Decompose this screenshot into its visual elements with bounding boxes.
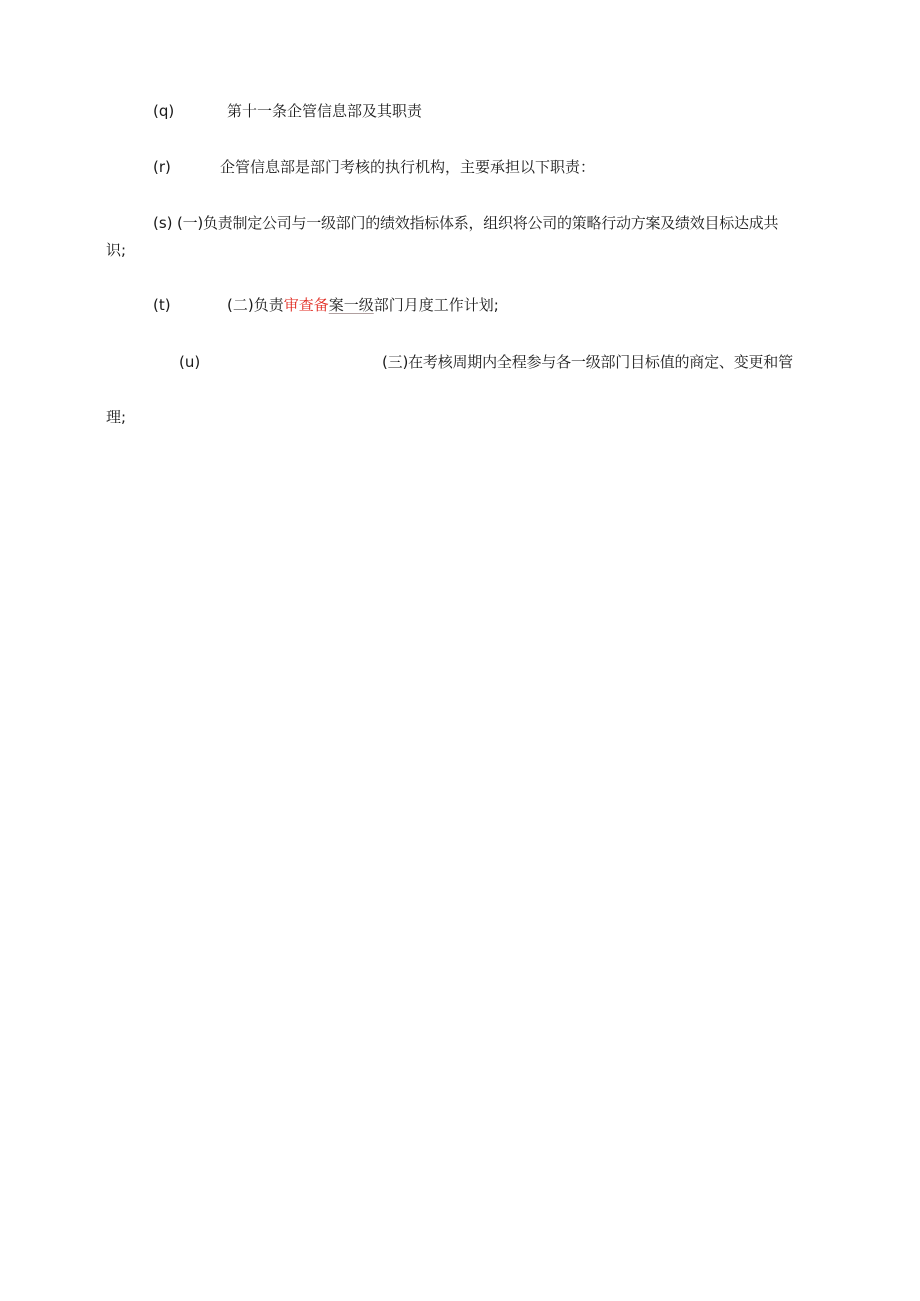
paragraph-duty-3: (三)在考核周期内全程参与各一级部门目标值的商定、变更和管 (382, 353, 793, 371)
duty-2-highlight: 审查备 (283, 296, 329, 314)
list-marker-t: (t) (153, 296, 171, 314)
paragraph-duty-1: (一)负责制定公司与一级部门的绩效指标体系，组织将公司的策略行动方案及绩效目标达成共 (177, 214, 779, 232)
duty-2-suffix: 部门月度工作计划; (373, 296, 499, 314)
list-marker-r: (r) (153, 158, 171, 176)
list-marker-u: (u) (179, 353, 201, 371)
list-marker-q: (q) (153, 102, 175, 120)
paragraph-duty-1-continuation: 识; (106, 241, 127, 259)
duty-2-mid-text: 案一级 (328, 296, 374, 314)
duty-2-mid (329, 296, 374, 314)
article-heading: 第十一条企管信息部及其职责 (227, 102, 423, 120)
duty-2-prefix: (二)负责 (227, 296, 284, 314)
paragraph-duty-2 (227, 295, 499, 315)
paragraph-duty-3-continuation: 理; (106, 408, 127, 426)
paragraph-intro: 企管信息部是部门考核的执行机构，主要承担以下职责： (220, 158, 596, 176)
list-marker-s: (s) (153, 214, 173, 232)
